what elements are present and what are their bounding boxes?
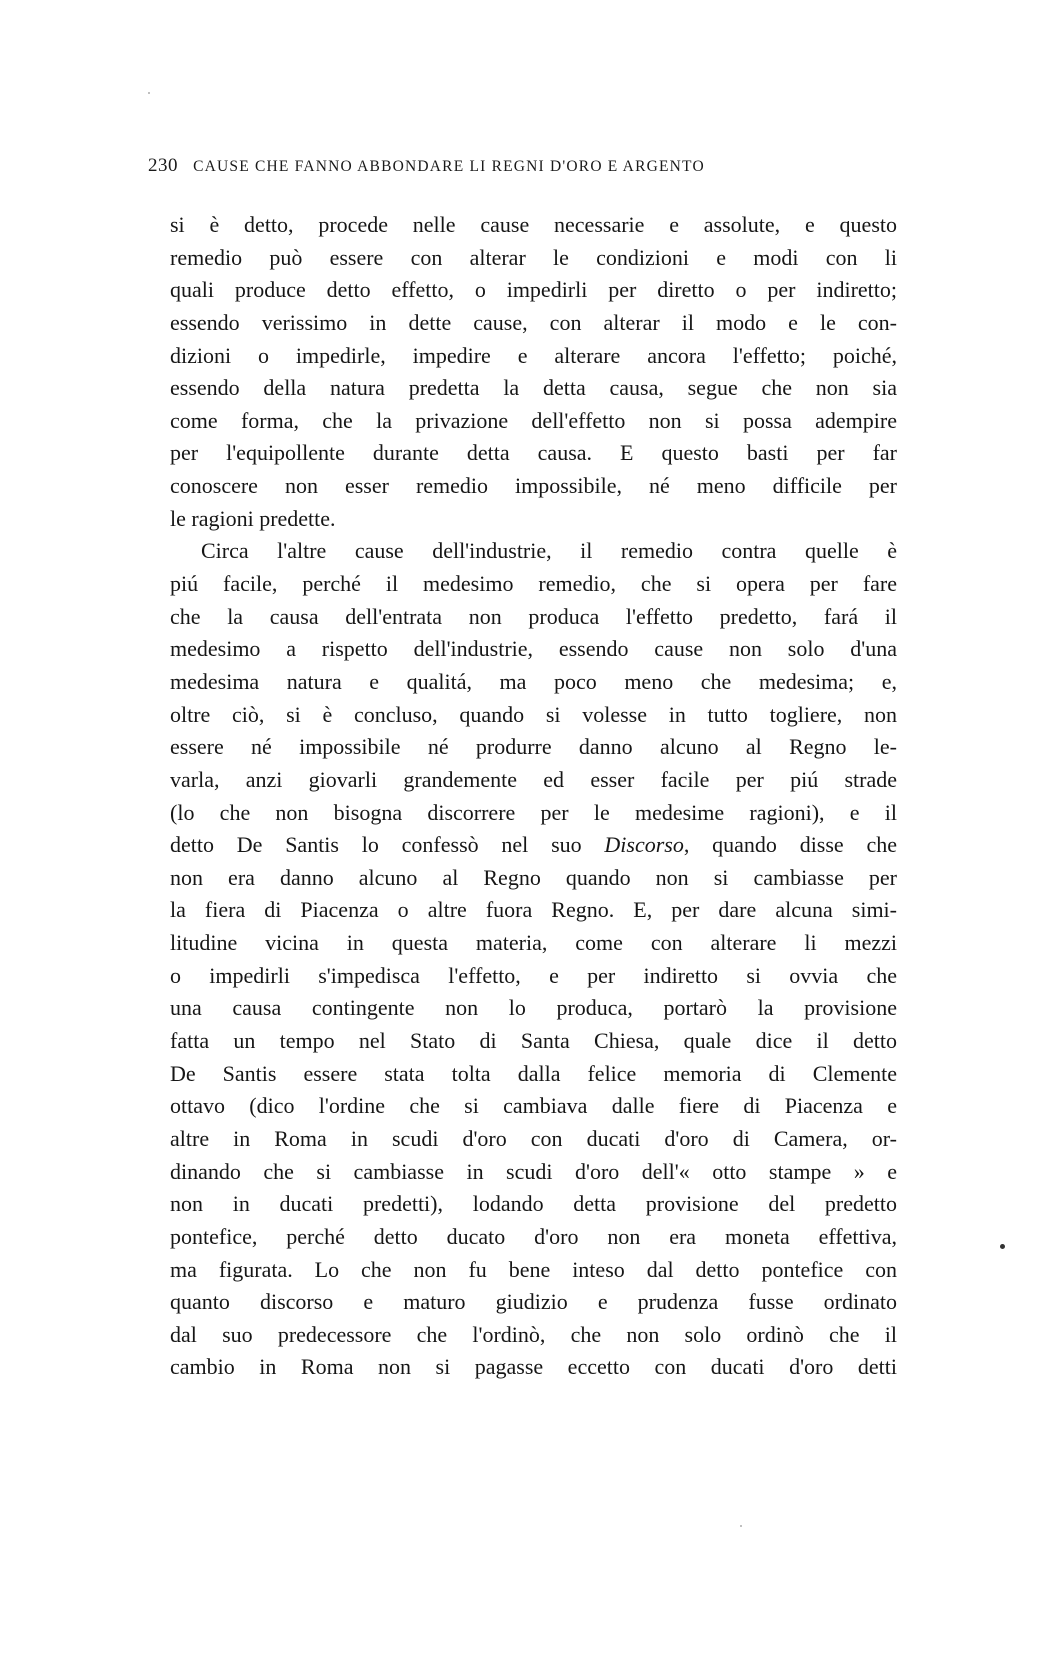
text-line-with-italic (170, 829, 897, 862)
text-line: medesimo a rispetto dell'industrie, essendo cause non solo d'una (170, 636, 897, 662)
text-line: ma figurata. Lo che non fu bene inteso dal detto pontefice con (170, 1256, 897, 1282)
text-line: per l'equipollente durante detta causa. E questo basti per far (170, 440, 897, 466)
text-line: essendo verissimo in dette cause, con alterar il modo e le con- (170, 309, 897, 335)
text-line: o impedirli s'impedisca l'effetto, e per indiretto si ovvia che (170, 962, 897, 988)
text-line: dal suo predecessore che l'ordinò, che non solo ordinò che il (170, 1321, 897, 1347)
text-line: medesima natura e qualitá, ma poco meno che medesima; e, (170, 668, 897, 694)
text-line: varla, anzi giovarli grandemente ed esser facile per piú strade (170, 766, 897, 792)
text-line: litudine vicina in questa materia, come con alterare li mezzi (170, 930, 897, 956)
text-line: remedio può essere con alterar le condizioni e modi con li (170, 244, 897, 270)
text-line: la fiera di Piacenza o altre fuora Regno. E, per dare alcuna simi- (170, 897, 897, 923)
text-line: essere né impossibile né produrre danno alcuno al Regno le- (170, 734, 897, 760)
text-line: che la causa dell'entrata non produca l'effetto predetto, fará il (170, 603, 897, 629)
running-head (148, 155, 860, 181)
paragraph-2 (170, 535, 897, 1384)
text-line: De Santis essere stata tolta dalla felice memoria di Clemente (170, 1060, 897, 1086)
text-line: dinando che si cambiasse in scudi d'oro dell'« otto stampe » e (170, 1158, 897, 1184)
text-line: quanto discorso e maturo giudizio e prudenza fusse ordinato (170, 1289, 897, 1315)
running-head-title: CAUSE CHE FANNO ABBONDARE LI REGNI D'ORO E ARGENTO (193, 158, 705, 175)
text-line: le ragioni predette. (170, 505, 336, 531)
text-line: quali produce detto effetto, o impedirli per diretto o per indiretto; (170, 277, 897, 303)
scan-speck (148, 92, 150, 94)
text-line: una causa contingente non lo produca, portarò la provisione (170, 995, 897, 1021)
text-line: come forma, che la privazione dell'effetto non si possa adempire (170, 407, 897, 433)
text-line: fatta un tempo nel Stato di Santa Chiesa, quale dice il detto (170, 1028, 897, 1054)
text-line: si è detto, procede nelle cause necessarie e assolute, e questo (170, 212, 897, 237)
text-segment: detto De Santis lo confessò nel suo (170, 832, 582, 858)
text-line: oltre ciò, si è concluso, quando si volesse in tutto togliere, non (170, 701, 897, 727)
text-line: dizioni o impedirle, impedire e alterare ancora l'effetto; poiché, (170, 342, 897, 368)
text-segment: , quando disse che (683, 832, 898, 858)
scan-speck (1000, 1244, 1005, 1249)
text-line: pontefice, perché detto ducato d'oro non era moneta effettiva, (170, 1223, 897, 1249)
text-line: conoscere non esser remedio impossibile, né meno difficile per (170, 473, 897, 499)
text-line: piú facile, perché il medesimo remedio, che si opera per fare (170, 571, 897, 597)
page-number: 230 (148, 155, 178, 176)
text-line: non in ducati predetti), lodando detta provisione del predetto (170, 1191, 897, 1217)
italic-title: Discorso (604, 832, 684, 858)
body-text (170, 209, 897, 1384)
text-line: Circa l'altre cause dell'industrie, il remedio contra quelle è (201, 538, 897, 564)
text-line: ottavo (dico l'ordine che si cambiava dalle fiere di Piacenza e (170, 1093, 897, 1119)
text-line: altre in Roma in scudi d'oro con ducati d'oro di Camera, or- (170, 1125, 897, 1151)
text-line: cambio in Roma non si pagasse eccetto con ducati d'oro detti (170, 1354, 897, 1380)
text-line: (lo che non bisogna discorrere per le medesime ragioni), e il (170, 799, 897, 825)
text-line: essendo della natura predetta la detta causa, segue che non sia (170, 375, 897, 401)
text-line: non era danno alcuno al Regno quando non si cambiasse per (170, 864, 897, 890)
paragraph-1 (170, 209, 897, 535)
scan-speck (740, 1525, 742, 1527)
